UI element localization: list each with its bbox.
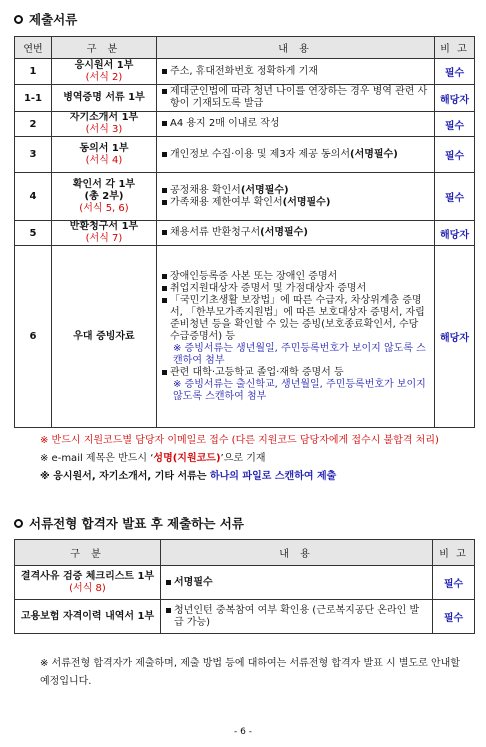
row-number: 1-1 [15,85,52,112]
doc-content [157,173,435,221]
doc-content [157,85,435,112]
square-bullet-icon [162,298,167,303]
list-item: 채용서류 반환청구서(서명필수) [161,227,430,239]
doc-note: 필수 [435,173,475,221]
list-item: 장애인등록증 사본 또는 장애인 증명서 [161,271,430,283]
square-bullet-icon [162,274,167,279]
note-email-subject: ※ e-mail 제목은 반드시 ‘성명(지원코드)’으로 기재 [40,453,266,464]
table-row [15,85,475,112]
list-item: 개인정보 수집·이용 및 제3자 제공 동의서(서명필수) [161,149,430,161]
square-bullet-icon [162,152,167,157]
doc-name: 결격사유 검증 체크리스트 1부 (서식 8) [15,566,161,600]
square-bullet-icon [162,89,167,94]
square-bullet-icon [162,286,167,291]
header-note: 비 고 [435,37,475,59]
list-item: 제대군인법에 따라 청년 나이를 연장하는 경우 병역 관련 사항이 기재되도록 발급 [161,86,430,110]
table-row [15,600,475,634]
doc-name: 응시원서 1부 (서식 2) [52,59,157,85]
section1-title: 제출서류 [14,10,77,28]
table-row [15,246,475,428]
section2-title: 서류전형 합격자 발표 후 제출하는 서류 [14,514,244,532]
list-item: 공정채용 확인서(서명필수) [161,185,430,197]
doc-note: 해당자 [435,246,475,428]
circle-bullet-icon [14,15,23,24]
doc-note: 필수 [433,600,475,634]
reference-note: ※ 증빙서류는 생년월일, 주민등록번호가 보이지 않도록 스캔하여 첨부 [173,342,426,366]
doc-content [161,566,433,600]
table-row [15,566,475,600]
after-pass-docs-table [14,539,475,634]
list-item: 가족채용 제한여부 확인서(서명필수) [161,197,430,209]
square-bullet-icon [166,580,171,585]
row-number: 5 [15,221,52,246]
doc-content [157,221,435,246]
doc-content [157,246,435,428]
doc-note: 해당자 [435,221,475,246]
square-bullet-icon [162,69,167,74]
doc-name: 자기소개서 1부 (서식 3) [52,112,157,137]
square-bullet-icon [162,370,167,375]
table-row [15,112,475,137]
table-row [15,221,475,246]
row-number: 2 [15,112,52,137]
list-item: 청년인턴 중복참여 여부 확인용 (근로복지공단 온라인 발급 가능) [165,605,428,629]
doc-content [157,59,435,85]
table-row [15,173,475,221]
doc-name: 우대 증빙자료 [52,246,157,428]
submission-docs-table [14,36,475,428]
list-item: A4 용지 2매 이내로 작성 [161,118,430,130]
header-content: 내 용 [161,540,433,566]
reference-note: ※ 증빙서류는 출신학교, 생년월일, 주민등록번호가 보이지 않도록 스캔하여 첨부 [173,378,426,402]
square-bullet-icon [162,230,167,235]
square-bullet-icon [166,608,171,613]
row-number: 3 [15,137,52,173]
note-single-file: ※ 응시원서, 자기소개서, 기타 서류는 하나의 파일로 스캔하여 제출 [40,471,337,482]
list-item: 서명필수 [165,577,428,589]
list-item: 취업지원대상자 증명서 및 가점대상자 증명서 [161,283,430,295]
table-header-row [15,540,475,566]
header-category: 구 분 [15,540,161,566]
doc-name: 확인서 각 1부 (총 2부) (서식 5, 6) [52,173,157,221]
header-category: 구 분 [52,37,157,59]
row-number: 6 [15,246,52,428]
doc-content [161,600,433,634]
doc-note: 필수 [435,112,475,137]
page-number: - 6 - [234,727,252,737]
row-number: 4 [15,173,52,221]
doc-content [157,137,435,173]
doc-note: 필수 [435,137,475,173]
note-after-pass: ※ 서류전형 합격자가 제출하며, 제출 방법 등에 대하여는 서류전형 합격자 발표 시 별도로 안내할 예정입니다. [40,658,460,687]
table-row [15,137,475,173]
doc-name: 반환청구서 1부 (서식 7) [52,221,157,246]
header-no: 연번 [15,37,52,59]
doc-note: 필수 [435,59,475,85]
square-bullet-icon [162,188,167,193]
doc-name: 병역증명 서류 1부 [52,85,157,112]
row-number: 1 [15,59,52,85]
list-item: 주소, 휴대전화번호 정확하게 기재 [161,66,430,78]
header-content: 내 용 [157,37,435,59]
table-header-row [15,37,475,59]
table-row [15,59,475,85]
circle-bullet-icon [14,519,23,528]
doc-content [157,112,435,137]
header-note: 비 고 [433,540,475,566]
note-email-rule: ※ 반드시 지원코드별 담당자 이메일로 접수 (다른 지원코드 담당자에게 접수시 불합격 처리) [40,435,439,446]
square-bullet-icon [162,121,167,126]
doc-name: 고용보험 자격이력 내역서 1부 [15,600,161,634]
doc-note: 해당자 [435,85,475,112]
square-bullet-icon [162,200,167,205]
doc-note: 필수 [433,566,475,600]
list-item: 「국민기초생활 보장법」에 따른 수급자, 차상위계층 증명서, 「한부모가족지원법」에 따른 보호대상자 증명서, 자립준비청년 등을 확인할 수 있는 증빙(보호종료확인서, 수당 수급증명서) 등 [161,295,430,343]
doc-name: 동의서 1부 (서식 4) [52,137,157,173]
list-item: 관련 대학·고등학교 졸업·재학 증명서 등 [161,367,430,379]
